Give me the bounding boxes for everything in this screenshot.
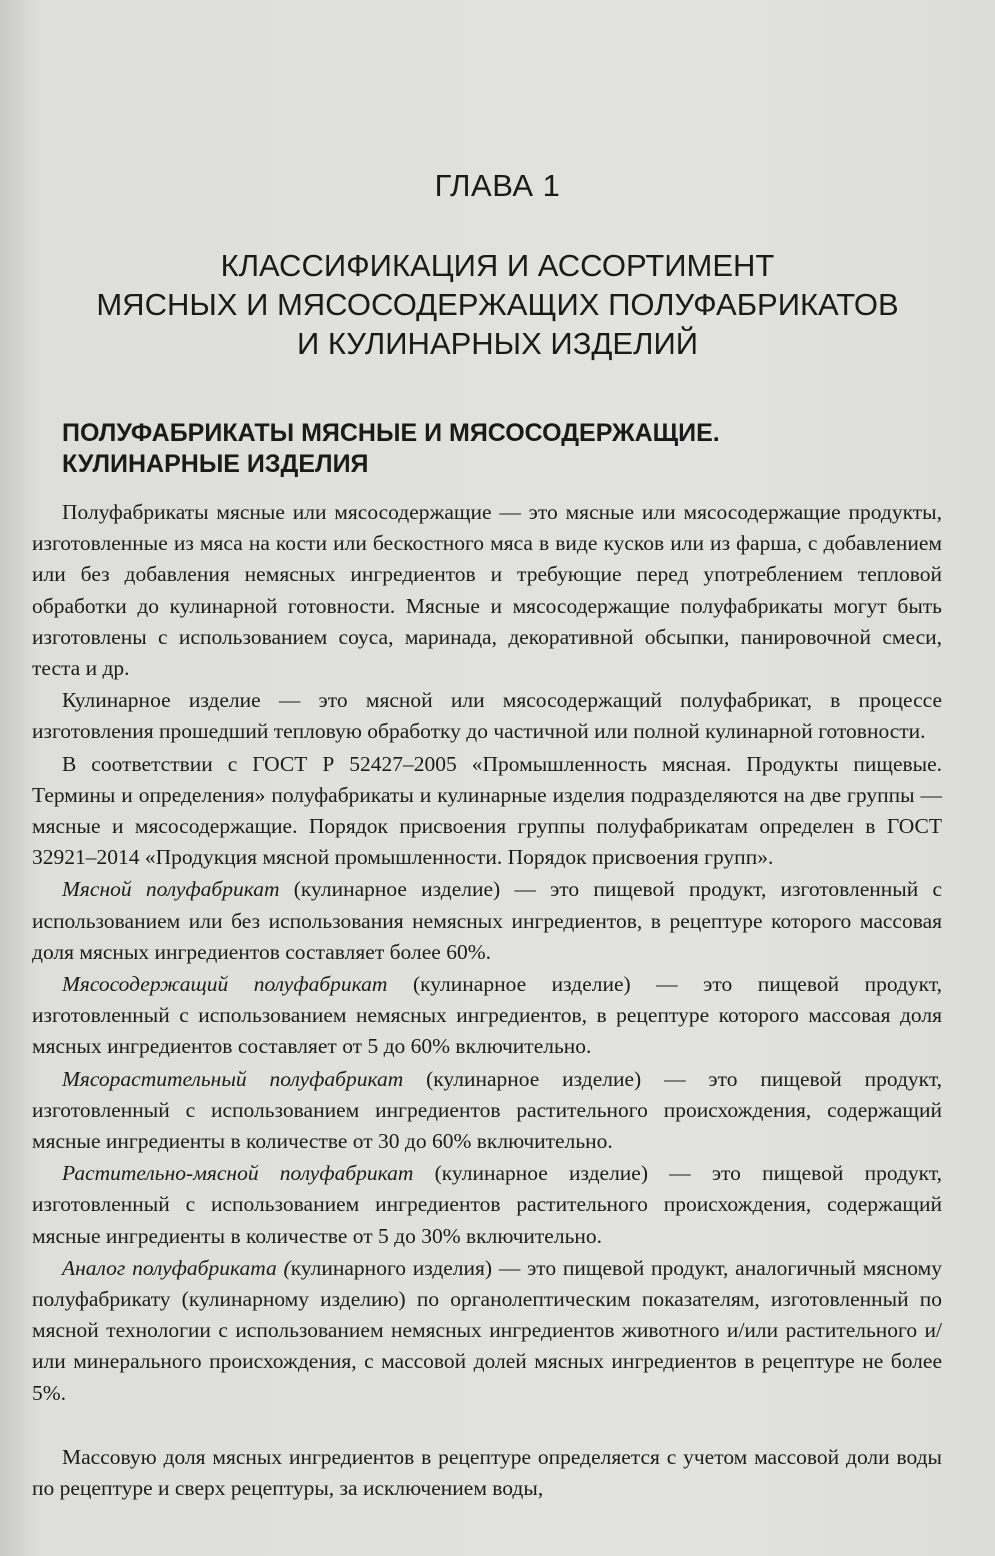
definition-text: кулинарного изделия) — это пищевой продукт, аналогичный мясному полуфабрикату (кулинарному изделию) по органолептическим показателям, изготовленный по мясной технологии с использованием немясных ингредиентов животного и/или растительного и/или минерального происхождения, с массовой долей мясных ингредиентов в рецептуре не более 5%. xyxy=(32,1255,942,1405)
paragraph: Кулинарное изделие — это мясной или мясосодержащий полуфабрикат, в процессе изготовления прошедший тепловую обработку до частичной или полной кулинарной готовности. xyxy=(32,688,942,744)
paragraph: Полуфабрикаты мясные или мясосодержащие — это мясные или мясосодержащие продукты, изготовленные из мяса на кости или бескостного мяса в виде кусков или из фарша, с добавлением или без добавления немясных ингредиентов и требующие перед употреблением тепловой обработки до кулинарной готовности. Мясные и мясосодержащие полуфабрикаты могут быть изготовлены с использованием соуса, маринада, декоративной обсыпки, панировочной смеси, теста и др. xyxy=(32,500,942,681)
section-title xyxy=(62,418,942,480)
definition-text: (кулинарное изделие) — это пищевой продукт, изготовленный с использованием или без использования немясных ингредиентов, в рецептуре которого массовая доля мясных ингредиентов составляет более 60%. xyxy=(32,877,942,964)
defined-term: Аналог полуфабриката ( xyxy=(62,1255,291,1280)
defined-term: Мясной полуфабрикат xyxy=(62,877,280,902)
definition-paragraph xyxy=(32,1158,942,1252)
chapter-label: ГЛАВА 1 xyxy=(434,168,561,203)
chapter-title xyxy=(40,246,955,363)
section-title-line: КУЛИНАРНЫЕ ИЗДЕЛИЯ xyxy=(62,450,369,478)
definition-text: (кулинарное изделие) — это пищевой продукт, изготовленный с использованием ингредиентов растительного происхождения, содержащий мясные ингредиенты в количестве от 30 до 60% включительно. xyxy=(32,1066,943,1154)
chapter-title-line: И КУЛИНАРНЫХ ИЗДЕЛИЙ xyxy=(296,326,699,361)
body-text xyxy=(32,497,942,1504)
definition-text: (кулинарное изделие) — это пищевой продукт, изготовленный с использованием ингредиентов растительного происхождения, содержащий мясные ингредиенты в количестве от 5 до 30% включительно. xyxy=(32,1161,942,1248)
definition-paragraph xyxy=(32,969,942,1063)
defined-term: Растительно-мясной полуфабрикат xyxy=(62,1161,414,1186)
chapter-title-line: КЛАССИФИКАЦИЯ И АССОРТИМЕНТ xyxy=(220,248,775,283)
definition-text: (кулинарное изделие) — это пищевой продукт, изготовленный с использованием немясных ингредиентов, в рецептуре которого массовая доля мясных ингредиентов составляет от 5 до 60% включительно. xyxy=(32,972,942,1059)
definition-paragraph xyxy=(32,874,942,968)
definition-paragraph xyxy=(32,1253,942,1409)
defined-term: Мясосодержащий полуфабрикат xyxy=(62,972,388,997)
paragraph: Массовую доля мясных ингредиентов в рецептуре определяется с учетом массовой доли воды по рецептуре и сверх рецептуры, за исключением воды, xyxy=(32,1444,942,1501)
chapter-title-line: МЯСНЫХ И МЯСОСОДЕРЖАЩИХ ПОЛУФАБРИКАТОВ xyxy=(96,287,899,322)
section-title-line: ПОЛУФАБРИКАТЫ МЯСНЫЕ И МЯСОСОДЕРЖАЩИЕ. xyxy=(62,419,720,447)
defined-term: Мясорастительный полуфабрикат xyxy=(62,1066,404,1091)
paragraph: В соответствии с ГОСТ Р 52427–2005 «Промышленность мясная. Продукты пищевые. Термины и определения» полуфабрикаты и кулинарные изделия подразделяются на две группы — мясные и мясосодержащие. Порядок присвоения группы полуфабрикатам определен в ГОСТ 32921–2014 «Продукция мясной промышленности. Порядок присвоения групп». xyxy=(32,751,942,870)
definition-paragraph xyxy=(32,1064,942,1158)
